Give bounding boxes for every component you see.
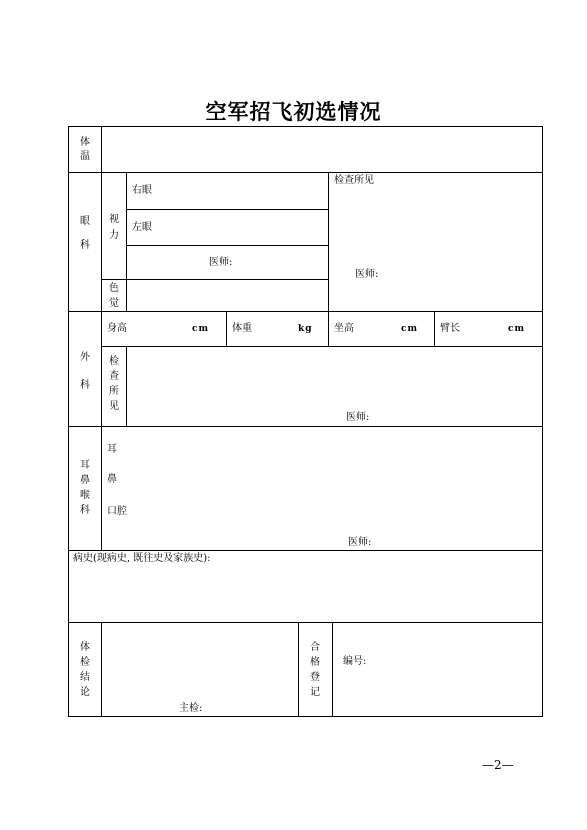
chief-examiner-label: 主检: — [179, 703, 203, 714]
conclusion-label: 体检结论 — [80, 642, 90, 698]
arm-length-label: 臂长 — [440, 323, 460, 334]
ent-doctor-label: 医师: — [348, 537, 372, 548]
height-label: 身高 — [107, 323, 127, 334]
sitting-height-unit: cm — [401, 324, 419, 334]
surgery-doctor-label: 医师: — [346, 412, 370, 423]
temperature-label: 体温 — [80, 137, 90, 162]
vision-label: 视力 — [109, 214, 119, 241]
eye-doctor-label: 医师: — [209, 257, 233, 268]
qualification-label: 合格登记 — [310, 642, 320, 698]
mouth-label: 口腔 — [107, 506, 127, 517]
ent-section-label: 耳鼻喉科 — [80, 460, 90, 516]
eye-section-label: 眼科 — [80, 216, 90, 251]
page-title: 空军招飞初选情况 — [205, 99, 382, 124]
eye-findings-label: 检查所见 — [334, 175, 374, 186]
arm-length-unit: cm — [508, 324, 526, 334]
nose-label: 鼻 — [107, 474, 117, 485]
right-eye-label: 右眼 — [132, 185, 152, 196]
color-vision-label: 色觉 — [109, 283, 119, 309]
eye-doctor2-label: 医师: — [355, 269, 379, 280]
serial-number-label: 编号: — [343, 656, 367, 667]
height-unit: cm — [192, 324, 210, 334]
surgery-findings-label: 检查所见 — [109, 356, 119, 412]
weight-unit: kg — [298, 324, 313, 334]
sitting-height-label: 坐高 — [334, 323, 354, 334]
ear-label: 耳 — [107, 444, 117, 455]
weight-label: 体重 — [232, 323, 252, 334]
page-number: —2— — [482, 758, 514, 772]
surgery-section-label: 外科 — [80, 352, 90, 391]
left-eye-label: 左眼 — [132, 222, 152, 233]
medical-history-label: 病史(现病史, 既往史及家族史): — [73, 553, 211, 564]
